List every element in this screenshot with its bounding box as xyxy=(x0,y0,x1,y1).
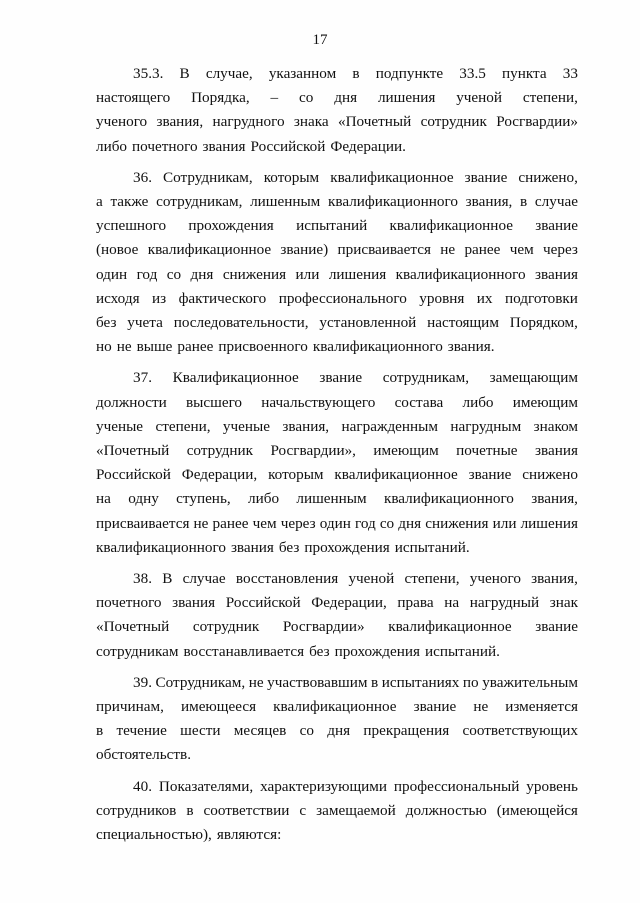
text-line: сотрудников в соответствии с замещаемой должностью (имеющейся xyxy=(96,801,578,819)
document-body xyxy=(96,62,578,854)
paragraph xyxy=(96,775,578,848)
text-line: квалификационного звания без прохождения испытаний. xyxy=(96,538,470,556)
text-line: (новое квалификационное звание) присваивается не ранее чем через xyxy=(96,241,578,259)
paragraph xyxy=(96,671,578,768)
text-line: в течение шести месяцев со дня прекращения соответствующих xyxy=(96,722,578,740)
text-line: 35.3. В случае, указанном в подпункте 33.5 пункта 33 xyxy=(133,65,578,82)
text-line: без учета последовательности, установленной настоящим Порядком, xyxy=(96,314,578,332)
paragraph xyxy=(96,62,578,159)
text-line: успешного прохождения испытаний квалификационное звание xyxy=(96,217,578,235)
text-line: сотрудникам восстанавливается без прохождения испытаний. xyxy=(96,642,500,660)
text-line: но не выше ранее присвоенного квалификационного звания. xyxy=(96,338,495,356)
text-line: специальностью), являются: xyxy=(96,826,282,844)
text-line: обстоятельств. xyxy=(96,746,192,764)
text-line: 37. Квалификационное звание сотрудникам, замещающим xyxy=(133,369,578,387)
text-line: 39. Сотрудникам, не участвовавшим в испытаниях по уважительным xyxy=(133,673,578,691)
text-line: 40. Показателями, характеризующими профессиональный уровень xyxy=(133,777,578,795)
text-line: либо почетного звания Российской Федерации. xyxy=(96,137,406,155)
text-line: «Почетный сотрудник Росгвардии», имеющим почетные звания xyxy=(96,442,578,460)
text-line: присваивается не ранее чем через один год со дня снижения или лишения xyxy=(96,514,578,532)
paragraph xyxy=(96,366,578,560)
text-line: а также сотрудникам, лишенным квалификационного звания, в случае xyxy=(96,193,578,211)
text-line: один год со дня снижения или лишения квалификационного звания xyxy=(96,265,578,283)
text-line: «Почетный сотрудник Росгвардии» квалификационное звание xyxy=(96,618,578,636)
text-line: 38. В случае восстановления ученой степени, ученого звания, xyxy=(133,570,578,588)
text-line: должности высшего начальствующего состава либо имеющим xyxy=(96,393,578,411)
paragraph xyxy=(96,567,578,664)
text-line: исходя из фактического профессионального уровня их подготовки xyxy=(96,289,578,307)
text-line: настоящего Порядка, – со дня лишения ученой степени, xyxy=(96,89,578,107)
text-line: почетного звания Российской Федерации, права на нагрудный знак xyxy=(96,594,578,612)
text-line: 36. Сотрудникам, которым квалификационное звание снижено, xyxy=(133,168,578,186)
text-line: ученого звания, нагрудного знака «Почетный сотрудник Росгвардии» xyxy=(96,113,578,131)
text-line: ученые степени, ученые звания, награжденным нагрудным знаком xyxy=(96,417,578,435)
text-line: причинам, имеющееся квалификационное звание не изменяется xyxy=(96,698,578,716)
page-number: 17 xyxy=(312,32,328,48)
paragraph xyxy=(96,166,578,360)
text-line: на одну ступень, либо лишенным квалификационного звания, xyxy=(96,490,578,508)
text-line: Российской Федерации, которым квалификационное звание снижено xyxy=(96,466,578,484)
